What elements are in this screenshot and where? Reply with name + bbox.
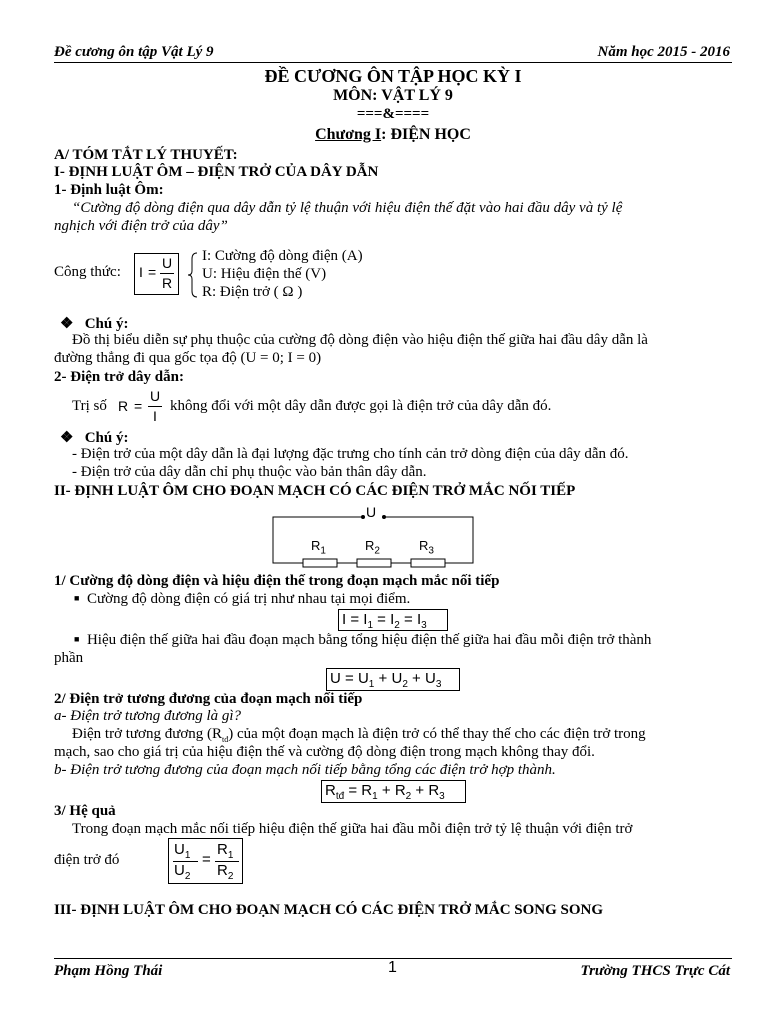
eq1-s1: 1	[367, 620, 374, 631]
bullet-2-line2: phần	[54, 650, 84, 666]
bullet-1-text: Cường độ dòng điện có giá trị như nhau tại mọi điểm.	[86, 591, 411, 607]
diamond-bullet-icon: ❖	[60, 316, 74, 332]
eq3-lhs: R	[325, 782, 336, 799]
r1-sub: 1	[320, 545, 326, 557]
ohm-law-quote-line1: “Cường độ dòng điện qua dây dẫn tỷ lệ thuận với hiệu điện thế đặt vào hai đầu dây và tỷ lệ	[72, 200, 623, 216]
circuit-r1-label	[311, 538, 326, 557]
ratio-u1: U	[174, 841, 185, 858]
sub2-a-sub: tđ	[222, 735, 229, 744]
r1-letter: R	[311, 538, 321, 553]
resistor-r1	[303, 559, 337, 567]
ohm-formula-box	[134, 253, 179, 295]
formula-numerator: U	[162, 255, 173, 271]
eq1-t2: I	[390, 611, 395, 628]
ratio-num-left	[174, 841, 190, 861]
circuit-source-label: U	[366, 504, 377, 520]
square-bullet-icon: ■	[74, 593, 80, 603]
formula-I: I	[139, 264, 143, 280]
sub3-heading: 3/ Hệ quả	[54, 803, 116, 819]
ohm-law-quote-line2: nghịch với điện trở của dây”	[54, 218, 228, 234]
ratio-r2: R	[217, 862, 228, 879]
sub2-a-post: ) của một đoạn mạch là điện trở có thể thay thế cho các điện trở trong	[228, 726, 646, 742]
r3-sub: 3	[428, 545, 434, 557]
eq2-s3: 3	[435, 679, 442, 690]
ratio-den-left	[174, 862, 190, 882]
sub3-line2: điện trở đó	[54, 852, 120, 868]
sub2-a-line1	[72, 726, 646, 744]
resistor-r3	[411, 559, 445, 567]
formula-label: Công thức:	[54, 264, 121, 280]
ratio-r2-sub: 2	[227, 871, 234, 882]
resistance-equals: =	[134, 398, 143, 414]
eq3-t2: R	[394, 782, 406, 799]
document-title: ĐỀ CƯƠNG ÔN TẬP HỌC KỲ I	[264, 66, 522, 86]
note-1-line1: Đồ thị biểu diễn sự phụ thuộc của cường độ dòng điện vào hiệu điện thế giữa hai đầu dây dẫn là	[72, 332, 648, 348]
r2-sub: 2	[374, 545, 380, 557]
sub1-heading: 1/ Cường độ dòng điện và hiệu điện thế trong đoạn mạch mắc nối tiếp	[54, 573, 500, 589]
voltage-equation-box: $U = U_1 + U_2 + U_3$	[326, 668, 460, 691]
resistance-numerator: U	[150, 388, 161, 404]
sub2-a-pre: Điện trở tương đương (R	[72, 726, 223, 742]
eq1-s3: 3	[421, 620, 427, 631]
ratio-r1-sub: 1	[227, 850, 234, 861]
page-number: 1	[388, 959, 397, 976]
sub2-b-heading: b- Điện trở tương đương của đoạn mạch nối tiếp bằng tổng các điện trở hợp thành.	[54, 762, 556, 778]
ratio-r1: R	[217, 841, 228, 858]
subject-title: MÔN: VẬT LÝ 9	[333, 87, 453, 104]
note-2-label: Chú ý:	[84, 430, 129, 446]
eq3-t1: R	[361, 782, 373, 799]
diamond-bullet-icon: ❖	[60, 430, 74, 446]
resistor-r2	[357, 559, 391, 567]
terminal-left	[361, 515, 365, 519]
ohm-law-heading: 1- Định luật Ôm:	[54, 182, 164, 198]
legend-voltage: U: Hiệu điện thế (V)	[202, 266, 327, 282]
ratio-u2-sub: 2	[184, 871, 191, 882]
r3-letter: R	[419, 538, 429, 553]
section-a-heading: A/ TÓM TẮT LÝ THUYẾT:	[54, 147, 238, 163]
header-right: Năm học 2015 - 2016	[597, 44, 730, 60]
sub3-line1: Trong đoạn mạch mắc nối tiếp hiệu điện thế giữa hai đầu mỗi điện trở tỷ lệ thuận với điện trở	[72, 821, 633, 837]
resistance-heading: 2- Điện trở dây dẫn:	[54, 369, 184, 385]
eq2-t1: U	[357, 670, 369, 687]
resistance-fraction-bar	[148, 406, 162, 407]
note-1-line2: đường thẳng đi qua gốc tọa độ (U = 0; I = 0)	[54, 350, 322, 366]
current-equation-box: $I = I_1 = I_2 = I_3$	[338, 609, 448, 631]
eq3-s3: 3	[439, 791, 445, 802]
circuit-r2-label	[365, 538, 380, 557]
resistance-post: không đổi với một dây dẫn được gọi là điện trở của dây dẫn đó.	[170, 398, 552, 414]
formula-denominator: R	[162, 275, 173, 291]
resistance-R: R	[118, 398, 129, 414]
part-ii-heading: II- ĐỊNH LUẬT ÔM CHO ĐOẠN MẠCH CÓ CÁC ĐIỆN TRỞ MẮC NỐI TIẾP	[54, 483, 576, 499]
note-1-label: Chú ý:	[84, 316, 129, 332]
note-2-line2: - Điện trở của dây dẫn chỉ phụ thuộc vào bản thân dây dẫn.	[72, 464, 427, 480]
bullet-1	[74, 591, 410, 608]
resistance-pre: Trị số	[72, 398, 107, 414]
chapter-label: Chương I	[315, 126, 382, 143]
eq3-s1: 1	[372, 791, 378, 802]
footer-right: Trường THCS Trực Cát	[580, 963, 730, 979]
note-2-line1: - Điện trở của một dây dẫn là đại lượng đặc trưng cho tính cản trở dòng điện của dây dẫn đó.	[72, 446, 629, 462]
resistance-denominator: I	[153, 408, 157, 424]
eq2-s2: 2	[402, 679, 408, 690]
eq1-s2: 2	[394, 620, 400, 631]
terminal-right	[382, 515, 386, 519]
bullet-2-text: Hiệu điện thế giữa hai đầu đoạn mạch bằng tổng hiệu điện thế giữa hai đầu mỗi điện trở thành	[86, 632, 652, 648]
eq3-s2: 2	[405, 791, 412, 802]
eq1-t1: I	[363, 611, 368, 628]
footer-left: Phạm Hồng Thái	[54, 963, 163, 979]
header-left: Đề cương ôn tập Vật Lý 9	[54, 44, 214, 60]
eq2-lhs: U	[330, 670, 341, 687]
note-1	[60, 314, 128, 333]
chapter-name: : ĐIỆN HỌC	[381, 126, 471, 143]
chapter-title	[54, 126, 732, 144]
part-i-heading: I- ĐỊNH LUẬT ÔM – ĐIỆN TRỞ CỦA DÂY DẪN	[54, 164, 379, 180]
legend-resistance: R: Điện trở ( Ω )	[202, 284, 303, 300]
ratio-num-right	[217, 841, 233, 861]
eq2-s1: 1	[368, 679, 375, 690]
header-rule	[54, 62, 732, 63]
eq1-t3: I	[416, 611, 422, 628]
eq3-lhs-sub: tđ	[335, 791, 345, 802]
r2-letter: R	[365, 538, 375, 553]
sub2-a-line2: mạch, sao cho giá trị của hiệu điện thế và cường độ dòng điện trong mạch không thay đổi.	[54, 744, 595, 760]
ratio-equals: =	[202, 851, 211, 868]
sub2-a-heading: a- Điện trở tương đương là gì?	[54, 708, 242, 724]
formula-equals: =	[148, 264, 157, 280]
eq2-t3: U	[424, 670, 436, 687]
ratio-u2: U	[174, 862, 185, 879]
eq1-lhs: I	[342, 611, 347, 628]
circuit-r3-label	[419, 538, 434, 557]
legend-brace	[186, 251, 200, 299]
ratio-den-right	[217, 862, 233, 882]
note-2	[60, 428, 128, 447]
sub2-heading: 2/ Điện trở tương đương của đoạn mạch nối tiếp	[54, 691, 363, 707]
bullet-2	[74, 632, 651, 649]
part-iii-heading: III- ĐỊNH LUẬT ÔM CHO ĐOẠN MẠCH CÓ CÁC ĐIỆN TRỞ MẮC SONG SONG	[54, 902, 604, 918]
formula-fraction-bar	[160, 273, 174, 274]
eq2-t2: U	[391, 670, 403, 687]
eq3-t3: R	[428, 782, 440, 799]
square-bullet-icon: ■	[74, 634, 80, 644]
legend-current: I: Cường độ dòng điện (A)	[202, 248, 363, 264]
title-separator: ===&====	[356, 106, 430, 122]
ratio-u1-sub: 1	[184, 850, 191, 861]
ratio-equation-box	[168, 838, 243, 884]
resistance-equation-box: $R_{tđ} = R_1 + R_2 + R_3$	[321, 780, 466, 803]
